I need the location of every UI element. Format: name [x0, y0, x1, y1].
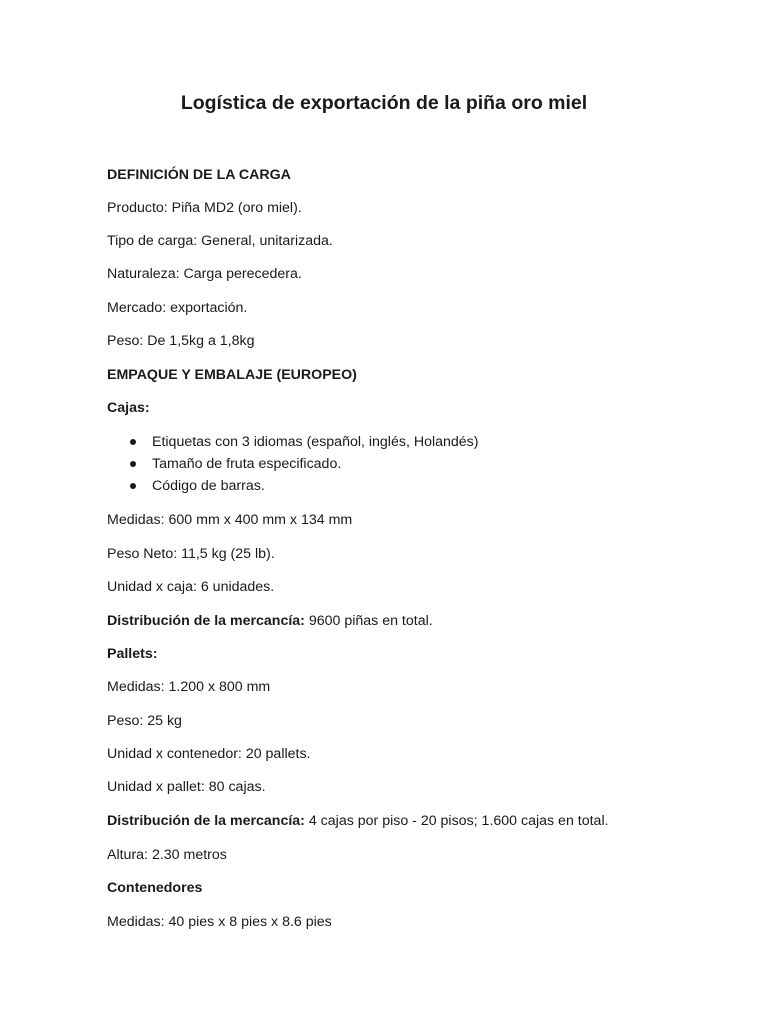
distribucion-label: Distribución de la mercancía: — [107, 613, 305, 629]
list-item — [107, 477, 479, 499]
list-item-text: Tamaño de fruta especificado. — [152, 456, 342, 472]
tipo-carga-line: Tipo de carga: General, unitarizada. — [107, 233, 333, 249]
list-item — [107, 455, 479, 477]
distribucion-label: Distribución de la mercancía: — [107, 813, 305, 829]
distribucion-value: 9600 piñas en total. — [304, 613, 433, 629]
section-heading-empaque: EMPAQUE Y EMBALAJE (EUROPEO) — [107, 367, 357, 383]
cajas-medidas-line: Medidas: 600 mm x 400 mm x 134 mm — [107, 512, 353, 528]
pallets-distribucion-line — [107, 812, 609, 830]
contenedores-heading: Contenedores — [107, 880, 203, 896]
bullet-icon — [130, 483, 136, 489]
contenedores-medidas-line: Medidas: 40 pies x 8 pies x 8.6 pies — [107, 914, 332, 930]
cajas-heading: Cajas: — [107, 400, 150, 416]
cajas-distribucion-line — [107, 612, 433, 630]
unidad-contenedor-line: Unidad x contenedor: 20 pallets. — [107, 746, 311, 762]
producto-line: Producto: Piña MD2 (oro miel). — [107, 200, 302, 216]
list-item-text: Etiquetas con 3 idiomas (español, inglés, Holandés) — [152, 434, 479, 450]
pallets-peso-line: Peso: 25 kg — [107, 713, 182, 729]
peso-neto-line: Peso Neto: 11,5 kg (25 lb). — [107, 546, 275, 562]
document-title: Logística de exportación de la piña oro miel — [180, 92, 588, 114]
altura-line: Altura: 2.30 metros — [107, 847, 227, 863]
distribucion-value: 4 cajas por piso - 20 pisos; 1.600 cajas en total. — [304, 813, 609, 829]
mercado-line: Mercado: exportación. — [107, 300, 248, 316]
pallets-medidas-line: Medidas: 1.200 x 800 mm — [107, 679, 271, 695]
cajas-bullet-list — [107, 433, 479, 499]
unidad-caja-line: Unidad x caja: 6 unidades. — [107, 579, 275, 595]
bullet-icon — [130, 461, 136, 467]
peso-line: Peso: De 1,5kg a 1,8kg — [107, 333, 255, 349]
list-item-text: Código de barras. — [152, 478, 265, 494]
section-heading-carga: DEFINICIÓN DE LA CARGA — [107, 167, 291, 183]
list-item — [107, 433, 479, 455]
naturaleza-line: Naturaleza: Carga perecedera. — [107, 266, 302, 282]
bullet-icon — [130, 439, 136, 445]
unidad-pallet-line: Unidad x pallet: 80 cajas. — [107, 779, 266, 795]
pallets-heading: Pallets: — [107, 646, 158, 662]
